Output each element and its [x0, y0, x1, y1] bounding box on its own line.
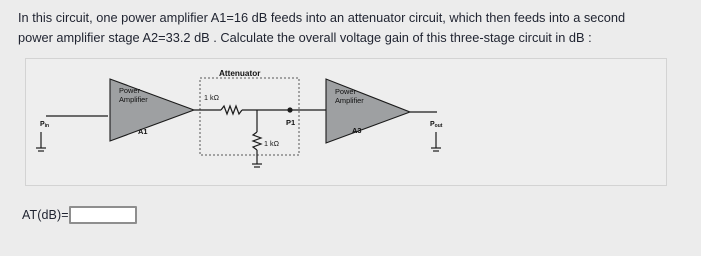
circuit-diagram — [26, 59, 666, 185]
node-p1-label: P1 — [286, 118, 296, 127]
output-power-label: Pout — [430, 121, 443, 129]
series-resistor — [221, 106, 242, 114]
power-amplifier-3-title-line-2: Amplifier — [335, 96, 364, 105]
circuit-figure — [25, 58, 667, 186]
shunt-resistor-label: 1 kΩ — [264, 139, 279, 148]
series-resistor-label: 1 kΩ — [204, 93, 219, 102]
attenuator-box — [200, 78, 299, 155]
answer-row — [22, 203, 137, 226]
input-power-label: Pin — [40, 121, 50, 129]
power-amplifier-1-title-line-2: Amplifier — [119, 95, 148, 104]
shunt-resistor — [253, 132, 261, 150]
answer-label: AT(dB)= — [22, 207, 69, 222]
attenuator-label: Attenuator — [219, 69, 261, 78]
question-line-2: power amplifier stage A2=33.2 dB . Calculate the overall voltage gain of this three-stage circuit in dB : — [18, 30, 592, 45]
power-amplifier-1-title: Power — [119, 86, 140, 95]
power-amplifier-3-title: Power — [335, 87, 356, 96]
question-text — [18, 8, 692, 48]
question-line-1: In this circuit, one power amplifier A1=16 dB feeds into an attenuator circuit, which then feeds into a second — [18, 10, 626, 25]
answer-input[interactable] — [69, 206, 137, 224]
amplifier-a3-label: A3 — [352, 126, 362, 135]
amplifier-a1-label: A1 — [138, 127, 148, 136]
